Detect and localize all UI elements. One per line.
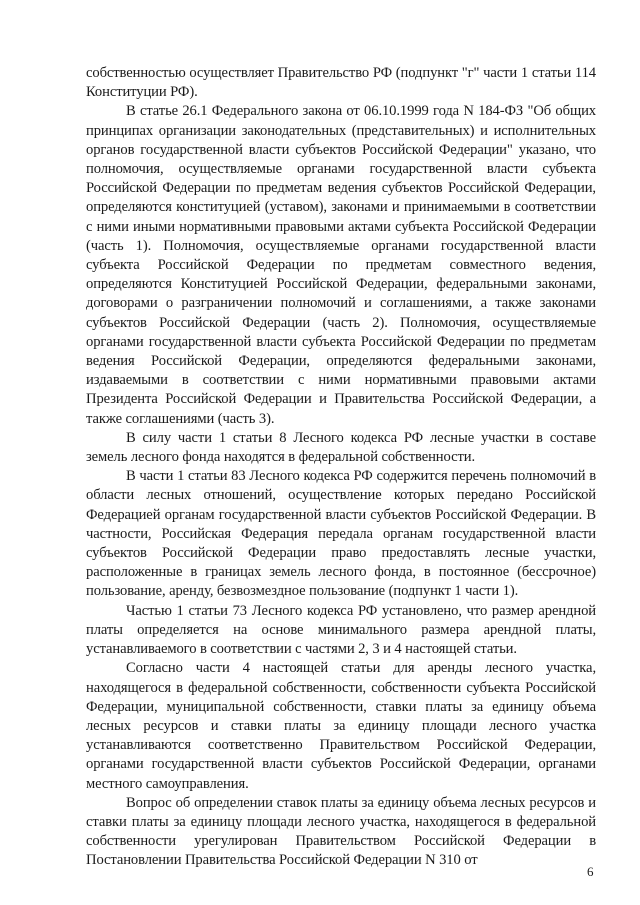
paragraph-7: Вопрос об определении ставок платы за единицу объема лесных ресурсов и ставки платы за единицу площади лесного участка, находящегося в федеральной собственности урегулирован Правительством Российской Федерации в Постановлении Правительства Российской Федерации N 310 от	[86, 794, 596, 869]
paragraph-2: В статье 26.1 Федерального закона от 06.10.1999 года N 184-ФЗ "Об общих принципах организации законодательных (представительных) и исполнительных органов государственной власти субъектов Российской Федерации" указано, что полномочия, осуществляемые органами государственной власти субъекта Российской Федерации по предметам ведения субъектов Российской Федерации, определяются конституцией (уставом), законами и принимаемыми в соответствии с ними иными нормативными правовыми актами субъекта Российской Федерации (часть 1). Полномочия, осуществляемые органами государственной власти субъекта Российской Федерации по предметам совместного ведения, определяются Конституцией Российской Федерации, федеральными законами, договорами о разграничении полномочий и соглашениями, а также законами субъектов Российской Федерации (часть 2). Полномочия, осуществляемые органами государственной власти субъекта Российской Федерации по предметам ведения Российской Федерации, определяются федеральными законами, издаваемыми в соответствии с ними нормативными правовыми актами Президента Российской Федерации и Правительства Российской Федерации, а также соглашениями (часть 3).	[86, 103, 596, 427]
page-number: 6	[587, 864, 594, 879]
paragraph-1: собственностью осуществляет Правительство РФ (подпункт "г" части 1 статьи 114 Конституции РФ).	[86, 65, 596, 101]
paragraph-4: В части 1 статьи 83 Лесного кодекса РФ содержится перечень полномочий в области лесных отношений, осуществление которых передано Российской Федерацией органам государственной власти субъектов Российской Федерации. В частности, Российская Федерация передала органам государственной власти субъектов Российской Федерации право предоставлять лесные участки, расположенные в границах земель лесного фонда, в постоянное (бессрочное) пользование, аренду, безвозмездное пользование (подпункт 1 части 1).	[86, 468, 596, 600]
document-body	[86, 64, 596, 871]
paragraph-3: В силу части 1 статьи 8 Лесного кодекса РФ лесные участки в составе земель лесного фонда находятся в федеральной собственности.	[86, 429, 596, 466]
paragraph-5: Частью 1 статьи 73 Лесного кодекса РФ установлено, что размер арендной платы определяется на основе минимального размера арендной платы, устанавливаемого в соответствии с частями 2, 3 и 4 настоящей статьи.	[86, 602, 596, 658]
paragraph-6: Согласно части 4 настоящей статьи для аренды лесного участка, находящегося в федеральной собственности, собственности субъекта Российской Федерации, муниципальной собственности, ставки платы за единицу объема лесных ресурсов и ставки платы за единицу площади лесного участка устанавливаются соответственно Правительством Российской Федерации, органами государственной власти субъектов Российской Федерации, органами местного самоуправления.	[86, 660, 596, 792]
